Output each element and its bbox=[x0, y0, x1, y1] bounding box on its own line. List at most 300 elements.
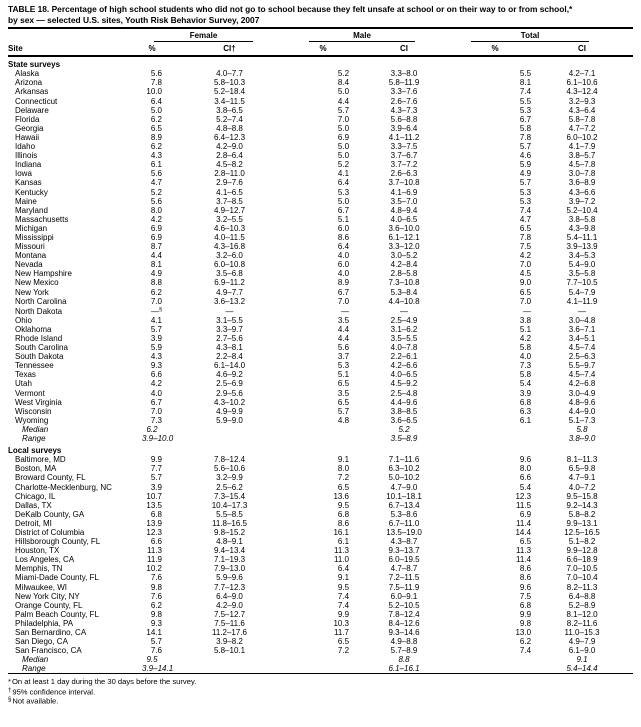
site-cell: Charlotte-Mecklenburg, NC bbox=[15, 482, 112, 492]
value-cell: 3.9–6.4 bbox=[390, 123, 418, 133]
value-cell: 6.0–10.8 bbox=[213, 260, 246, 270]
value-cell: 5.0–10.2 bbox=[388, 473, 420, 483]
empty-cell bbox=[162, 434, 297, 443]
value-cell: 3.4–11.5 bbox=[214, 96, 245, 106]
table-row bbox=[8, 528, 633, 537]
section-marker: § bbox=[8, 697, 12, 704]
value-cell: 4.1–6.9 bbox=[390, 187, 418, 197]
value-cell: 2.8–5.8 bbox=[390, 269, 418, 279]
value-cell: 3.1–5.5 bbox=[216, 315, 243, 325]
site-cell: New Mexico bbox=[15, 278, 59, 288]
table-row bbox=[8, 188, 633, 197]
value-cell: 5.3 bbox=[519, 187, 532, 197]
value-cell: 4.4–9.0 bbox=[568, 406, 596, 416]
value-cell: 3.7–10.8 bbox=[388, 178, 420, 188]
value-cell: 11.8–16.5 bbox=[212, 518, 247, 528]
value-cell: 14.4 bbox=[515, 527, 532, 537]
value-cell: 4.5–8.2 bbox=[216, 160, 243, 170]
table-row bbox=[8, 646, 633, 655]
summary-value: 3.8–9.0 bbox=[568, 434, 596, 444]
site-cell: District of Columbia bbox=[15, 527, 85, 537]
value-cell: 5.0 bbox=[337, 142, 350, 152]
site-cell: Alaska bbox=[15, 69, 40, 79]
value-cell: 6.7 bbox=[150, 397, 162, 407]
value-cell: 5.0 bbox=[337, 87, 350, 97]
summary-value: 3.5–8.9 bbox=[390, 434, 418, 444]
value-cell: 5.3–8.6 bbox=[390, 509, 418, 519]
empty-cell bbox=[459, 655, 531, 664]
value-cell: 7.0 bbox=[519, 260, 532, 270]
value-cell: 4.6–10.3 bbox=[213, 223, 246, 233]
group-header-total bbox=[459, 29, 633, 43]
value-cell: 3.5–7.0 bbox=[390, 196, 418, 206]
empty-cell bbox=[297, 425, 349, 434]
value-cell: 5.4 bbox=[519, 379, 532, 389]
value-cell: 3.2–9.3 bbox=[568, 96, 596, 106]
value-cell: 6.0 bbox=[337, 260, 350, 270]
value-cell: 5.9–9.6 bbox=[216, 573, 243, 583]
col-header-male-ci: CI bbox=[349, 43, 459, 56]
value-cell: 5.0 bbox=[150, 105, 162, 115]
asterisk-marker: * bbox=[8, 677, 11, 687]
value-cell: 8.0 bbox=[150, 205, 162, 215]
value-cell: 5.2–10.4 bbox=[566, 205, 598, 215]
site-cell: Kansas bbox=[15, 178, 42, 188]
site-cell: Utah bbox=[15, 379, 32, 389]
col-header-total-ci: CI bbox=[531, 43, 633, 56]
dagger-marker: † bbox=[8, 687, 12, 694]
value-cell: 4.9–7.9 bbox=[568, 637, 596, 647]
value-cell: 7.3–10.8 bbox=[388, 278, 420, 288]
value-cell: 6.9 bbox=[150, 232, 162, 242]
value-cell: 5.2 bbox=[337, 69, 350, 79]
value-cell: 4.3–12.4 bbox=[566, 87, 598, 97]
value-cell: 7.2 bbox=[337, 646, 350, 656]
value-cell: 6.2 bbox=[150, 114, 162, 124]
summary-value: 5.8 bbox=[576, 424, 588, 434]
value-cell: 6.1–10.6 bbox=[566, 78, 598, 88]
value-cell: 3.5 bbox=[337, 388, 350, 398]
value-cell: 4.7–8.7 bbox=[390, 564, 418, 574]
site-cell: Ohio bbox=[15, 315, 32, 325]
value-cell: 9.9 bbox=[150, 455, 162, 465]
value-cell: — bbox=[400, 306, 409, 316]
value-cell: 4.2 bbox=[519, 334, 532, 343]
column-header-row bbox=[8, 43, 633, 56]
value-cell: 6.5 bbox=[150, 123, 162, 133]
footnote-confidence-interval bbox=[8, 687, 633, 697]
table-row bbox=[8, 151, 633, 160]
value-cell: 5.1 bbox=[337, 214, 350, 224]
value-cell: 9.5 bbox=[337, 500, 350, 510]
value-cell: 5.9 bbox=[150, 343, 162, 353]
value-cell: 4.5–9.2 bbox=[390, 379, 418, 389]
value-cell: 6.8 bbox=[150, 509, 162, 519]
value-cell: 7.4 bbox=[519, 646, 532, 656]
value-cell: 4.8–9.6 bbox=[568, 397, 596, 407]
summary-value: 8.8 bbox=[398, 655, 410, 665]
table-row bbox=[8, 407, 633, 416]
value-cell: 3.8–8.5 bbox=[390, 406, 418, 416]
value-cell: 5.6–10.6 bbox=[213, 464, 246, 474]
table-row bbox=[8, 601, 633, 610]
value-cell: 11.7 bbox=[334, 628, 350, 637]
value-cell: 7.5 bbox=[519, 242, 532, 252]
value-cell: 5.6 bbox=[150, 69, 162, 79]
value-cell: 3.6–13.2 bbox=[213, 296, 246, 306]
value-cell: 6.4 bbox=[150, 96, 162, 106]
table-row bbox=[8, 592, 633, 601]
value-cell: 5.0 bbox=[337, 123, 350, 133]
value-cell: 8.6 bbox=[337, 518, 350, 528]
value-cell: 4.2 bbox=[150, 379, 162, 389]
value-cell: 6.4 bbox=[337, 242, 350, 252]
value-cell: 4.7–9.0 bbox=[390, 482, 418, 492]
value-cell: 10.2 bbox=[146, 564, 162, 574]
value-cell: 5.5–8.5 bbox=[216, 509, 243, 519]
value-cell: 10.0 bbox=[146, 87, 162, 97]
value-cell: 4.0–6.5 bbox=[390, 214, 418, 224]
value-cell: 5.4–7.9 bbox=[568, 287, 596, 297]
value-cell: 4.4 bbox=[150, 251, 162, 261]
summary-row bbox=[8, 434, 633, 443]
value-cell: 4.8–9.4 bbox=[390, 205, 418, 215]
site-cell: Montana bbox=[15, 251, 47, 261]
value-cell: 4.3–8.7 bbox=[390, 537, 418, 547]
value-cell: 3.2–6.0 bbox=[216, 251, 243, 261]
value-cell: 5.5–9.7 bbox=[568, 361, 596, 371]
site-cell: Hillsborough County, FL bbox=[15, 537, 101, 547]
footnote-text: Not available. bbox=[12, 696, 59, 706]
table-row bbox=[8, 416, 633, 425]
value-cell: 5.8 bbox=[519, 123, 532, 133]
value-cell: 6.7 bbox=[337, 205, 350, 215]
table-row bbox=[8, 370, 633, 379]
value-cell: 4.5 bbox=[519, 269, 532, 279]
summary-label: Median bbox=[22, 424, 49, 434]
table-row bbox=[8, 501, 633, 510]
value-cell: 4.9 bbox=[150, 269, 162, 279]
site-cell: Tennessee bbox=[15, 361, 54, 371]
value-cell: 10.3 bbox=[333, 618, 350, 628]
site-cell: Idaho bbox=[15, 142, 36, 152]
value-cell: 4.3–7.3 bbox=[390, 105, 418, 115]
value-cell: 8.1 bbox=[519, 78, 532, 88]
value-cell: 8.0 bbox=[519, 464, 532, 474]
table-row bbox=[8, 97, 633, 106]
value-cell: 3.3–7.6 bbox=[390, 87, 418, 97]
value-cell: 2.5–4.9 bbox=[390, 315, 418, 325]
value-cell: 2.8–6.4 bbox=[216, 151, 243, 161]
site-cell: Broward County, FL bbox=[15, 473, 86, 483]
value-cell: 6.9 bbox=[337, 132, 350, 142]
footnotes bbox=[8, 677, 633, 706]
value-cell: 6.8 bbox=[519, 600, 532, 610]
table-row bbox=[8, 555, 633, 564]
value-cell: 7.5–11.6 bbox=[214, 618, 245, 628]
summary-value: 5.4–14.4 bbox=[566, 664, 598, 674]
site-cell: New Hampshire bbox=[15, 269, 72, 279]
value-cell: 6.5 bbox=[337, 637, 350, 647]
footnote-text: 95% confidence interval. bbox=[12, 687, 96, 697]
table-row bbox=[8, 251, 633, 260]
value-cell: 4.1–11.2 bbox=[388, 132, 420, 142]
value-cell: 4.0–7.2 bbox=[568, 482, 596, 492]
value-cell: 7.8 bbox=[150, 78, 162, 88]
value-cell: 8.1 bbox=[150, 260, 162, 270]
value-cell: 3.9–8.2 bbox=[216, 637, 243, 647]
section-row bbox=[8, 56, 633, 69]
not-available-marker: § bbox=[158, 306, 162, 313]
value-cell: 5.7 bbox=[150, 324, 162, 334]
value-cell: 4.2–6.8 bbox=[568, 379, 596, 389]
table-row bbox=[8, 242, 633, 251]
value-cell: 4.3–9.8 bbox=[568, 223, 596, 233]
value-cell: 11.3 bbox=[516, 546, 532, 556]
table-row bbox=[8, 583, 633, 592]
value-cell: 7.0 bbox=[150, 296, 162, 306]
value-cell: 5.4–9.0 bbox=[568, 260, 596, 270]
value-cell: 6.7–13.4 bbox=[388, 500, 420, 510]
value-cell: 5.0 bbox=[337, 196, 350, 206]
value-cell: 2.2–8.4 bbox=[216, 352, 243, 362]
footnote-survey-period bbox=[8, 677, 633, 686]
table-row bbox=[8, 546, 633, 555]
table-row bbox=[8, 573, 633, 582]
site-cell: Illinois bbox=[15, 151, 38, 161]
value-cell: 9.6 bbox=[519, 582, 532, 592]
value-cell: 3.5–5.8 bbox=[568, 269, 596, 279]
value-cell: 6.0 bbox=[337, 223, 350, 233]
site-cell: Memphis, TN bbox=[15, 564, 63, 574]
value-cell: 8.0 bbox=[337, 464, 350, 474]
value-cell: 7.4 bbox=[337, 591, 350, 601]
value-cell: 4.1 bbox=[150, 315, 162, 325]
value-cell: 4.0 bbox=[337, 251, 350, 261]
value-cell: 6.5 bbox=[337, 397, 350, 407]
value-cell: 10.4–17.3 bbox=[211, 500, 248, 510]
site-cell: San Francisco, CA bbox=[15, 646, 82, 656]
value-cell: 4.5–7.8 bbox=[568, 160, 596, 170]
site-header-spacer bbox=[8, 29, 142, 43]
value-cell: 5.8 bbox=[519, 370, 532, 380]
value-cell: 3.9 bbox=[519, 388, 532, 398]
empty-cell bbox=[459, 434, 531, 443]
value-cell: 6.9–11.2 bbox=[214, 278, 245, 288]
value-cell: 7.8 bbox=[519, 132, 532, 142]
site-cell: Detroit, MI bbox=[15, 518, 52, 528]
summary-value: 3.9–10.0 bbox=[142, 434, 174, 444]
value-cell: 6.0–9.1 bbox=[390, 591, 418, 601]
value-cell: 5.1 bbox=[337, 370, 350, 380]
value-cell: 9.3 bbox=[150, 618, 162, 628]
value-cell: 13.6 bbox=[333, 491, 350, 501]
value-cell: 3.7–8.5 bbox=[216, 196, 243, 206]
value-cell: 4.9–8.8 bbox=[390, 637, 418, 647]
value-cell: 5.2–10.5 bbox=[388, 600, 420, 610]
value-cell: 5.1–7.3 bbox=[568, 415, 596, 425]
table-row bbox=[8, 288, 633, 297]
value-cell: 13.9 bbox=[146, 518, 162, 528]
table-row bbox=[8, 510, 633, 519]
value-cell: 4.8–9.1 bbox=[216, 537, 243, 547]
value-cell: 3.8–6.5 bbox=[216, 105, 243, 115]
value-cell: 6.2 bbox=[519, 637, 532, 647]
value-cell: 4.4–10.8 bbox=[388, 296, 420, 306]
site-cell: Wyoming bbox=[15, 415, 49, 425]
value-cell: 3.7 bbox=[337, 352, 350, 362]
summary-value: 9.1 bbox=[576, 655, 588, 665]
value-cell: 6.1 bbox=[337, 537, 350, 547]
value-cell: 3.8 bbox=[519, 315, 532, 325]
table-row bbox=[8, 142, 633, 151]
site-cell: Los Angeles, CA bbox=[15, 555, 75, 565]
value-cell: 4.7 bbox=[150, 178, 162, 188]
table-row bbox=[8, 492, 633, 501]
value-cell: 6.5 bbox=[519, 223, 532, 233]
value-cell: 6.4–9.0 bbox=[216, 591, 243, 601]
value-cell: 7.2 bbox=[337, 473, 350, 483]
value-cell: 7.6 bbox=[150, 573, 162, 583]
value-cell: 5.6–8.8 bbox=[390, 114, 418, 124]
value-cell: 11.9 bbox=[147, 555, 162, 565]
value-cell: 5.8–10.1 bbox=[213, 646, 246, 656]
value-cell: 6.6–18.9 bbox=[566, 555, 598, 565]
value-cell: 8.4 bbox=[337, 78, 350, 88]
value-cell: 9.3–14.6 bbox=[388, 628, 420, 637]
value-cell: 3.0–4.8 bbox=[568, 315, 596, 325]
summary-value: 5.2 bbox=[398, 424, 410, 434]
value-cell: 6.1 bbox=[519, 415, 532, 425]
value-cell: 3.3–12.0 bbox=[388, 242, 420, 252]
empty-cell bbox=[162, 655, 297, 664]
value-cell: 6.2 bbox=[150, 600, 162, 610]
value-cell: 13.0 bbox=[515, 628, 532, 637]
value-cell: 9.1 bbox=[337, 455, 350, 465]
value-cell: 8.7 bbox=[150, 242, 162, 252]
value-cell: 9.4–13.4 bbox=[213, 546, 246, 556]
value-cell: 7.7–12.3 bbox=[213, 582, 246, 592]
site-cell: Hawaii bbox=[15, 132, 40, 142]
value-cell: 9.9 bbox=[337, 609, 350, 619]
value-cell: 7.3 bbox=[150, 415, 162, 425]
group-label-female: Female bbox=[154, 31, 253, 42]
value-cell: 4.3 bbox=[150, 352, 162, 362]
value-cell: 8.2–11.3 bbox=[566, 582, 598, 592]
table-row bbox=[8, 69, 633, 78]
section-label: Local surveys bbox=[8, 446, 62, 456]
value-cell: 5.5 bbox=[519, 69, 532, 79]
empty-cell bbox=[459, 664, 531, 674]
value-cell: 8.1–11.3 bbox=[566, 455, 598, 465]
value-cell: 6.2 bbox=[150, 287, 162, 297]
table-row bbox=[8, 352, 633, 361]
value-cell: 3.9 bbox=[150, 334, 162, 343]
value-cell: 2.5–6.2 bbox=[216, 482, 243, 492]
value-cell: 2.2–6.1 bbox=[390, 352, 418, 362]
value-cell: 4.1–11.9 bbox=[566, 296, 598, 306]
site-cell: Rhode Island bbox=[15, 334, 63, 343]
value-cell: 4.0–7.8 bbox=[390, 343, 418, 353]
value-cell: — bbox=[341, 306, 350, 316]
table-row bbox=[8, 628, 633, 637]
value-cell: 7.4 bbox=[519, 87, 532, 97]
value-cell: 3.9 bbox=[150, 482, 162, 492]
value-cell: 9.1 bbox=[337, 573, 350, 583]
site-cell: Baltimore, MD bbox=[15, 455, 66, 465]
value-cell: 9.8 bbox=[150, 582, 162, 592]
value-cell: 8.8 bbox=[150, 278, 162, 288]
site-cell: New York City, NY bbox=[15, 591, 80, 601]
data-table bbox=[8, 29, 633, 674]
value-cell: 6.9 bbox=[519, 509, 532, 519]
value-cell: 5.2 bbox=[150, 187, 162, 197]
col-header-female-pct: % bbox=[142, 43, 162, 56]
value-cell: 9.5–15.8 bbox=[566, 491, 598, 501]
table-row bbox=[8, 537, 633, 546]
value-cell: 5.3 bbox=[337, 187, 350, 197]
table-body bbox=[8, 56, 633, 674]
value-cell: 5.8–10.3 bbox=[213, 78, 246, 88]
site-cell: San Diego, CA bbox=[15, 637, 68, 647]
value-cell: 4.1 bbox=[337, 169, 350, 179]
value-cell: 4.2–9.0 bbox=[216, 142, 243, 152]
value-cell: 6.5 bbox=[519, 537, 532, 547]
value-cell: 3.2–9.9 bbox=[216, 473, 243, 483]
section-label: State surveys bbox=[8, 60, 61, 70]
value-cell: 6.4 bbox=[337, 178, 350, 188]
table-row bbox=[8, 87, 633, 96]
value-cell: 9.8 bbox=[519, 618, 532, 628]
value-cell: 5.3 bbox=[519, 196, 532, 206]
value-cell: 7.9–13.0 bbox=[213, 564, 246, 574]
value-cell: 9.3 bbox=[150, 361, 162, 371]
value-cell: 2.9–7.6 bbox=[216, 178, 243, 188]
value-cell: 5.6 bbox=[337, 343, 350, 353]
value-cell: 5.2–7.4 bbox=[216, 114, 243, 124]
value-cell: 5.9–9.0 bbox=[216, 415, 243, 425]
value-cell: 6.7–11.0 bbox=[388, 518, 420, 528]
value-cell: 6.2 bbox=[150, 142, 162, 152]
value-cell: 6.8 bbox=[337, 509, 350, 519]
value-cell: 5.7 bbox=[337, 406, 350, 416]
site-cell: North Dakota bbox=[15, 306, 63, 316]
summary-label: Range bbox=[22, 434, 46, 444]
value-cell: 4.9–12.7 bbox=[213, 205, 246, 215]
table-row bbox=[8, 334, 633, 343]
table-row bbox=[8, 233, 633, 242]
value-cell: 3.1–6.2 bbox=[390, 324, 418, 334]
value-cell: 7.8–12.4 bbox=[388, 609, 420, 619]
value-cell: 3.0–7.8 bbox=[568, 169, 596, 179]
value-cell: 4.1–7.9 bbox=[568, 142, 596, 152]
value-cell: 8.6 bbox=[519, 564, 532, 574]
value-cell: 6.4 bbox=[337, 564, 350, 574]
table-row bbox=[8, 169, 633, 178]
value-cell: 4.9–7.7 bbox=[216, 287, 243, 297]
table-row bbox=[8, 464, 633, 473]
table-row bbox=[8, 206, 633, 215]
value-cell: 4.3–10.2 bbox=[213, 397, 246, 407]
col-header-female-ci: CI† bbox=[162, 43, 297, 56]
value-cell: 7.6 bbox=[150, 646, 162, 656]
value-cell: 7.2–11.5 bbox=[388, 573, 420, 583]
group-label-male: Male bbox=[309, 31, 415, 42]
footnote-not-available bbox=[8, 696, 633, 706]
value-cell: 6.3 bbox=[519, 406, 532, 416]
value-cell: 7.8–12.4 bbox=[213, 455, 246, 465]
footnote-text: On at least 1 day during the 30 days before the survey. bbox=[11, 677, 197, 687]
